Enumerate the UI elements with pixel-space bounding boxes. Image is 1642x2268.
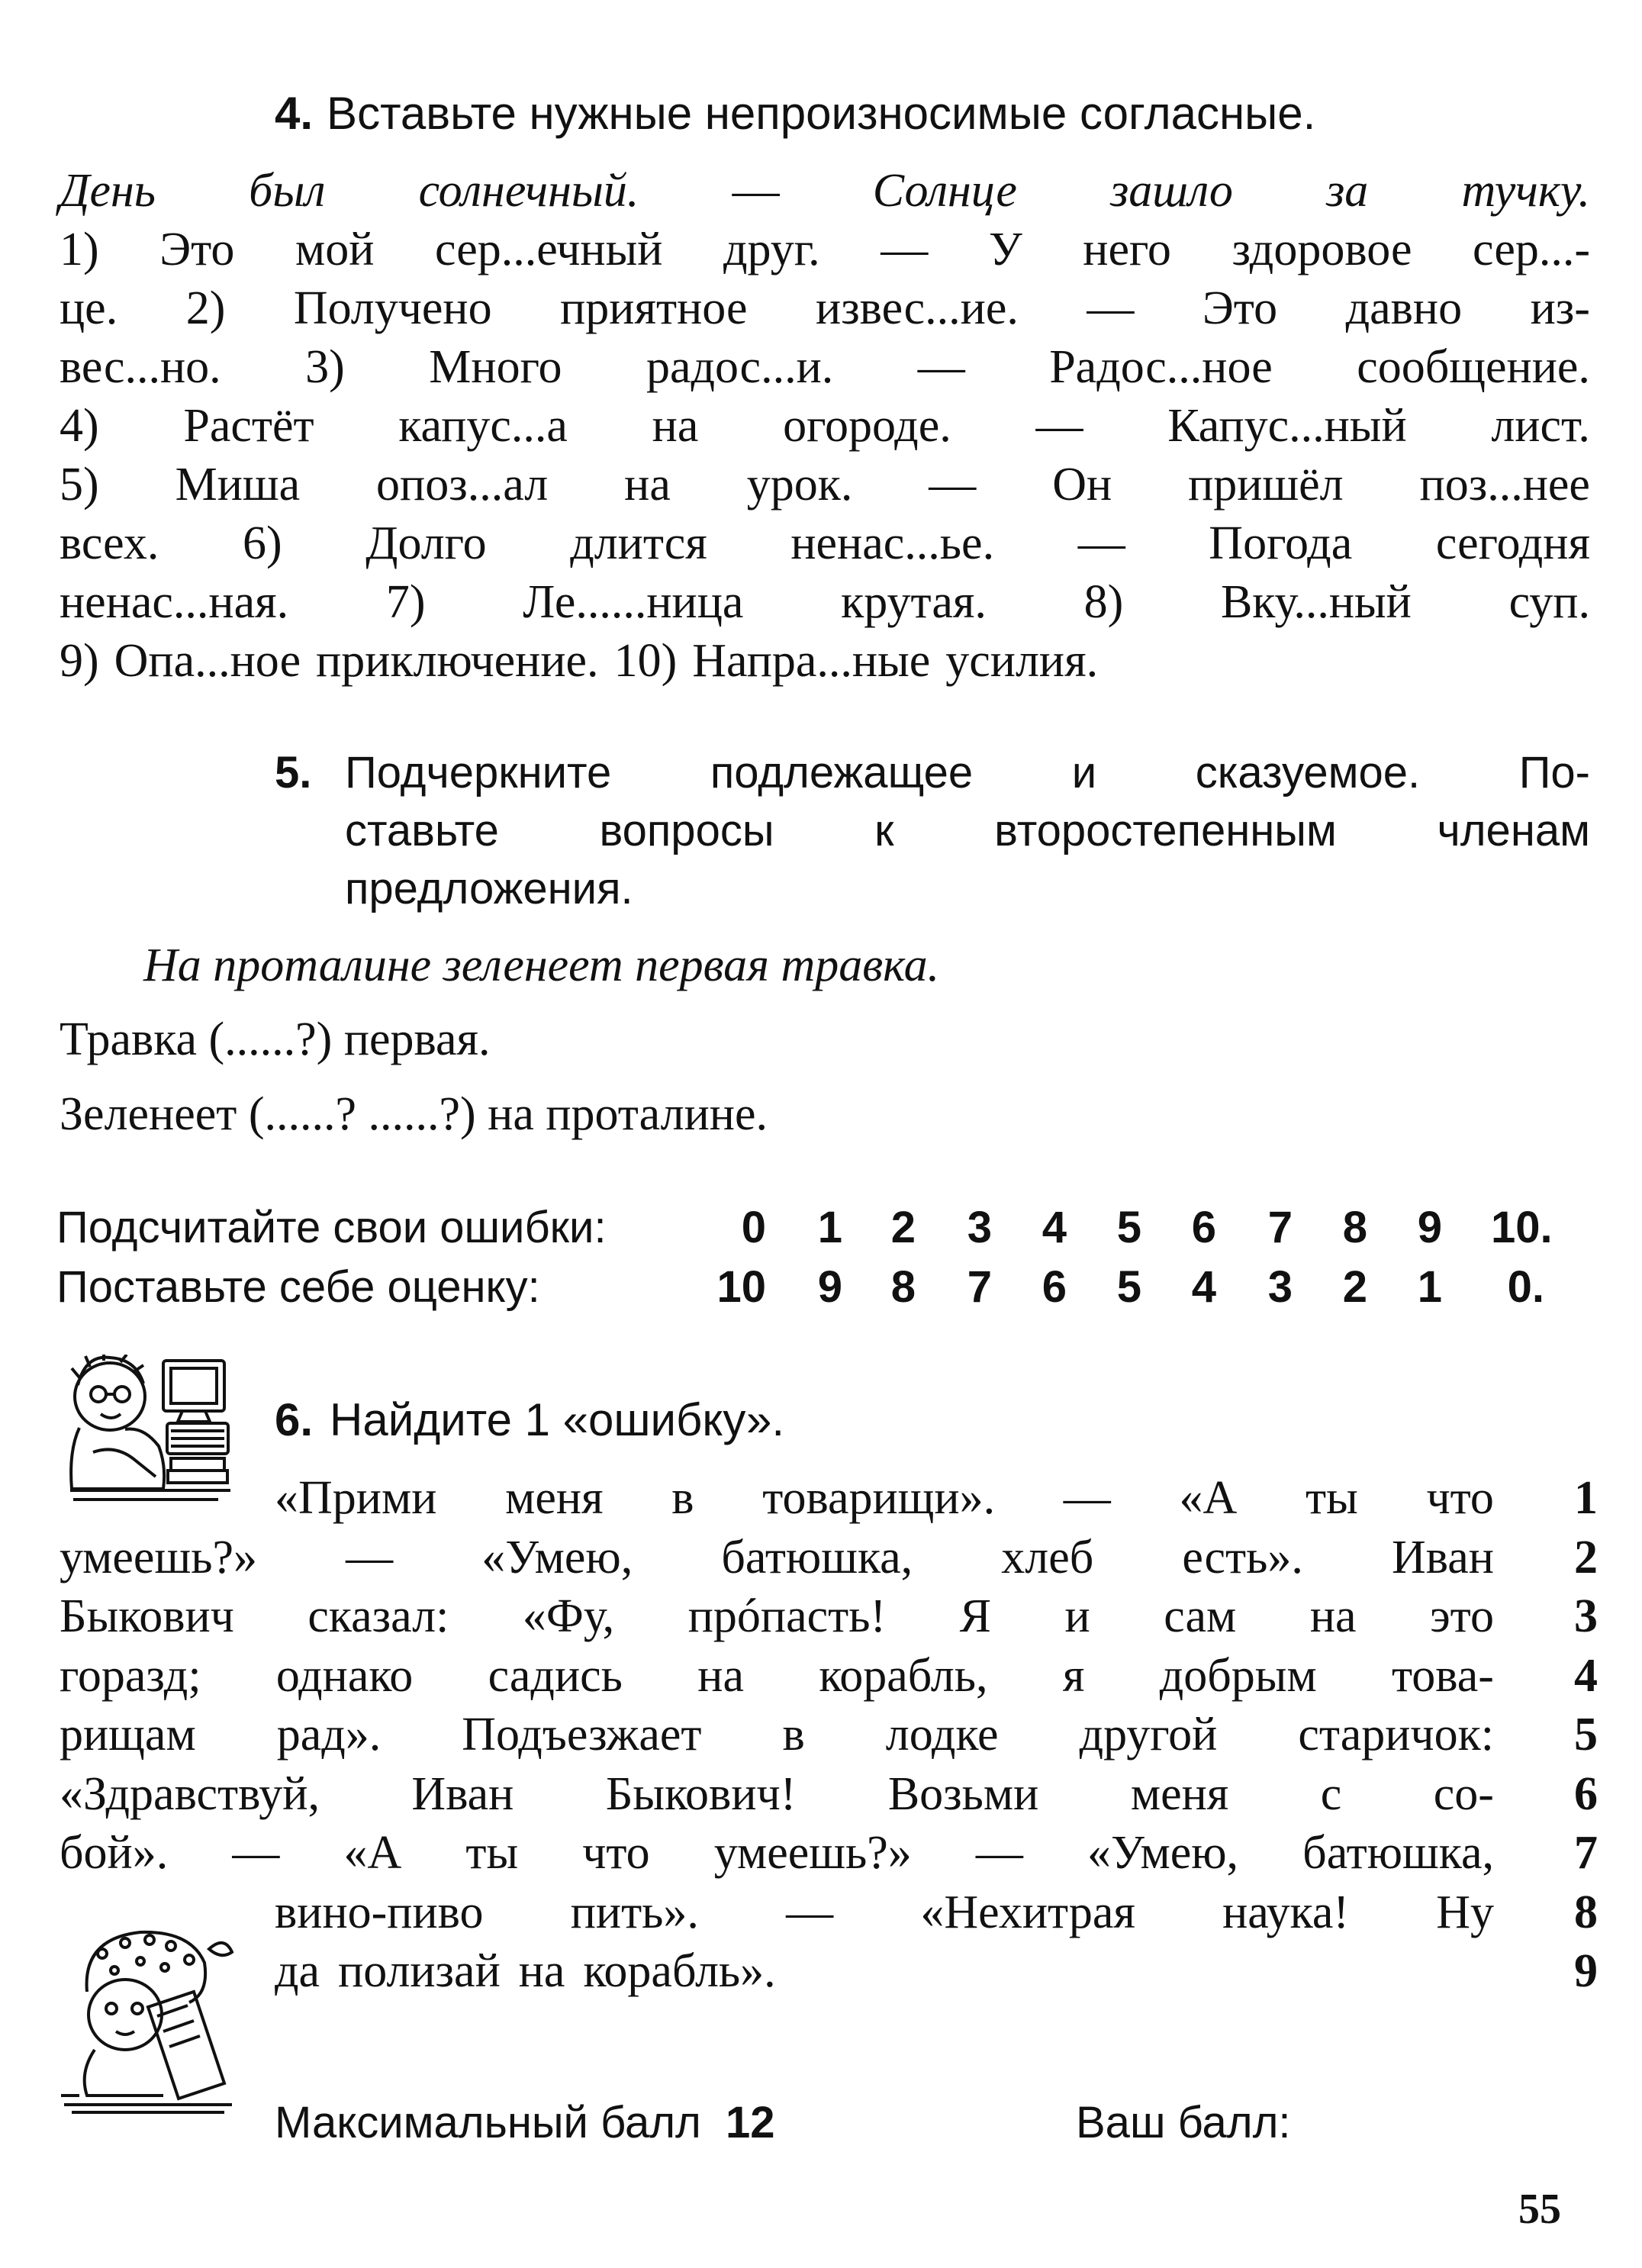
error-count: 10. [1491,1203,1553,1252]
word: «Фу, [522,1590,615,1642]
line-number: 4 [1574,1649,1598,1702]
your-score-label: Ваш балл: [1076,2098,1291,2147]
task-5-sentence: На проталине зеленеет первая травка. [143,939,940,991]
text-line [60,221,1590,279]
word: меня [505,1472,604,1524]
word: огороде. [783,400,951,452]
word: «А [1179,1472,1238,1524]
word: Он [1052,459,1112,511]
word: «Умею, [481,1531,633,1583]
word: сообщение. [1357,341,1590,393]
word: горазд; [60,1649,201,1702]
errors-label: Подсчитайте свои ошибки: [56,1203,607,1252]
line-number: 1 [1574,1472,1598,1524]
word: другой [1079,1709,1218,1761]
word: предложения. [345,864,633,913]
word: Опа...ное [114,635,301,687]
word: — [232,1827,280,1879]
word: това- [1392,1649,1494,1702]
line-number: 5 [1574,1709,1598,1761]
word: лист. [1491,400,1590,452]
grade-value: 7 [967,1262,992,1312]
word: 2) [185,282,226,334]
task-instruction: Найдите 1 «ошибку». [330,1394,785,1445]
word: Капус...ный [1167,400,1407,452]
word: товарищи». [762,1472,996,1524]
word: тучку. [1461,165,1590,217]
instruction-line [345,744,1590,802]
word: 6) [243,517,282,569]
word: сказуемое. [1195,748,1421,797]
task-number: 5. [275,748,312,797]
word: батюшка, [1302,1827,1494,1879]
word: усилия. [945,635,1099,687]
word: — [1035,400,1083,452]
task-number: 4. [275,88,314,139]
grade-value: 8 [890,1262,916,1312]
word: 3) [305,341,345,393]
task-4-heading [275,82,1602,145]
task-number: 6. [275,1394,314,1445]
word: на [697,1649,744,1702]
word: сам [1164,1590,1237,1642]
word: — [929,459,977,511]
error-count: 9 [1417,1203,1442,1252]
grade-value: 10 [716,1262,766,1312]
word: батюшка, [721,1531,913,1583]
word: на [624,459,671,511]
word: мой [295,224,375,275]
word: 5) [60,459,99,511]
word: опоз...ал [376,459,549,511]
word: поз...нее [1419,459,1590,511]
word: — [1063,1472,1111,1524]
error-count: 4 [1042,1203,1067,1252]
word: старичок: [1298,1709,1494,1761]
word: Радос...ное [1049,341,1273,393]
word: на [1309,1590,1357,1642]
word: сегодня [1435,517,1590,569]
boy-at-computer-icon [56,1355,240,1507]
word: Возьми [887,1767,1039,1820]
line-number: 8 [1574,1886,1598,1938]
word: ненас...ье. [790,517,995,569]
grade-value: 3 [1267,1262,1293,1312]
word: — [1087,282,1135,334]
text-line [60,632,1590,691]
grade-value: 5 [1116,1262,1141,1312]
word: давно [1345,282,1463,334]
word: «Здравствуй, [60,1767,320,1820]
word: — [786,1886,834,1938]
max-score-label: Максимальный балл [275,2098,701,2147]
word: урок. [746,459,853,511]
word: хлеб [1001,1531,1094,1583]
task-5-line-1: Травка (......?) первая. [60,1013,491,1065]
word: Много [429,341,562,393]
word: «А [343,1827,402,1879]
word: второстепенным [994,806,1337,855]
word: корабль, [819,1649,988,1702]
word: — [975,1827,1023,1879]
word: корабль». [583,1945,776,1997]
word: зашло [1110,165,1233,217]
word: умеешь?» [60,1531,257,1583]
line-number: 3 [1574,1590,1598,1642]
text-line [275,1883,1494,1942]
word: «Прими [275,1472,437,1524]
word: Погода [1209,517,1353,569]
word: Иван [411,1767,514,1820]
word: 7) [385,576,426,628]
word: садись [488,1649,623,1702]
word: Миша [175,459,301,511]
word: ты [465,1827,519,1879]
word: — [1077,517,1125,569]
word: умеешь?» [713,1827,912,1879]
text-line [60,1529,1494,1587]
max-score [275,2092,775,2154]
text-line [60,1765,1494,1824]
grade-value: 6 [1042,1262,1067,1312]
word: Получено [293,282,492,334]
word: из- [1530,282,1590,334]
word: добрым [1159,1649,1317,1702]
word: 4) [60,400,99,452]
word: Напра...ные [692,635,931,687]
text-line [60,338,1590,397]
word: это [1430,1590,1494,1642]
word: и [1064,1590,1090,1642]
task-instruction [345,744,1590,918]
word: извес...ие. [816,282,1019,334]
line-number: 2 [1574,1531,1598,1583]
grade-value: 1 [1417,1262,1442,1312]
word: длится [570,517,707,569]
word: что [582,1827,650,1879]
word: здоровое [1232,224,1412,275]
word: Это [1202,282,1278,334]
word: 10) [613,635,678,687]
word: всех. [60,517,159,569]
text-line [60,1587,1494,1646]
error-count: 6 [1191,1203,1216,1252]
word: однако [275,1649,414,1702]
word: суп. [1508,576,1590,628]
word: прóпасть! [687,1590,887,1642]
word: Быкович [60,1590,234,1642]
word: крутая. [841,576,987,628]
word: Быкович! [605,1767,797,1820]
word: есть». [1182,1531,1303,1583]
word: бой». [60,1827,169,1879]
word: — [917,341,965,393]
task-5-line-2: Зеленеет (......? ......?) на проталине. [60,1088,768,1140]
text-line [60,162,1590,221]
error-count: 5 [1116,1203,1141,1252]
word: с [1320,1767,1342,1820]
line-number: 9 [1574,1945,1598,1997]
word: 9) [60,635,99,687]
word: вино-пиво [275,1886,484,1938]
instruction-line [345,802,1590,860]
word: День [60,165,156,217]
error-count: 3 [967,1203,992,1252]
word: подлежащее [710,748,974,797]
word: полизай [338,1945,501,1997]
word: вес...но. [60,341,221,393]
text-line [60,397,1590,456]
text-line [60,1824,1494,1883]
line-number: 6 [1574,1767,1598,1820]
word: приключение. [316,635,599,687]
word: — [881,224,929,275]
word: него [1083,224,1171,275]
word: вопросы [599,806,774,855]
word: це. [60,282,118,334]
word: Ну [1436,1886,1494,1938]
word: Солнце [872,165,1017,217]
word: к [874,806,894,855]
word: Ле......ница [523,576,744,628]
grade-value: 4 [1191,1262,1216,1312]
word: ты [1305,1472,1358,1524]
grades-label: Поставьте себе оценку: [56,1262,540,1312]
error-count: 7 [1267,1203,1293,1252]
word: меня [1130,1767,1229,1820]
word: рищам [60,1709,196,1761]
word: и [1071,748,1097,797]
text-line [275,1469,1494,1528]
page-number: 55 [1518,2186,1561,2233]
word: 8) [1083,576,1124,628]
word: лодке [885,1709,999,1761]
word: наука! [1222,1886,1349,1938]
word: 1) [60,224,99,275]
word: Я [959,1590,992,1642]
word: в [782,1709,805,1761]
word: «Нехитрая [920,1886,1135,1938]
word: за [1326,165,1369,217]
instruction-line [345,860,1590,918]
error-count: 1 [817,1203,842,1252]
word: солнечный. [418,165,639,217]
word: на [518,1945,565,1997]
word: сер...- [1473,224,1590,275]
word: друг. [723,224,820,275]
text-line [60,279,1590,338]
word: да [275,1945,320,1997]
word: сказал: [307,1590,449,1642]
word: приятное [560,282,748,334]
max-score-value: 12 [726,2098,775,2147]
girl-reading-icon [56,1923,240,2114]
word: Вку...ный [1220,576,1412,628]
word: в [671,1472,694,1524]
word: был [249,165,326,217]
word: Подчеркните [345,748,612,797]
task-5-heading [275,744,1590,918]
task-6-heading [275,1389,784,1451]
word: членам [1437,806,1590,855]
text-line [60,456,1590,514]
word: Долго [365,517,487,569]
word: По- [1518,748,1590,797]
line-number: 7 [1574,1827,1598,1879]
error-count: 8 [1342,1203,1367,1252]
text-line [60,1647,1494,1706]
error-count: 0 [741,1203,766,1252]
word: Иван [1391,1531,1494,1583]
word: капус...а [398,400,568,452]
word: Подъезжает [462,1709,702,1761]
word: У [988,224,1022,275]
text-line [275,1942,1494,2001]
word: «Умею, [1087,1827,1239,1879]
word: со- [1433,1767,1494,1820]
word: сер...ечный [434,224,663,275]
word: рад». [276,1709,382,1761]
text-line [60,1706,1494,1764]
word: на [652,400,699,452]
grade-value: 2 [1342,1262,1367,1312]
error-count: 2 [890,1203,916,1252]
task-instruction: Вставьте нужные непроизносимые согласные. [327,88,1316,139]
word: я [1062,1649,1085,1702]
word: пить». [570,1886,699,1938]
task-4-text [60,162,1590,691]
word: Это [159,224,235,275]
word: радос...и. [646,341,834,393]
word: Растёт [183,400,314,452]
text-line [60,573,1590,632]
word: ненас...ная. [60,576,289,628]
grade-value: 0. [1507,1262,1544,1312]
word: — [732,165,780,217]
text-line [60,514,1590,573]
word: что [1426,1472,1494,1524]
word: ставьте [345,806,499,855]
word: — [346,1531,394,1583]
word: пришёл [1188,459,1344,511]
grade-value: 9 [817,1262,842,1312]
